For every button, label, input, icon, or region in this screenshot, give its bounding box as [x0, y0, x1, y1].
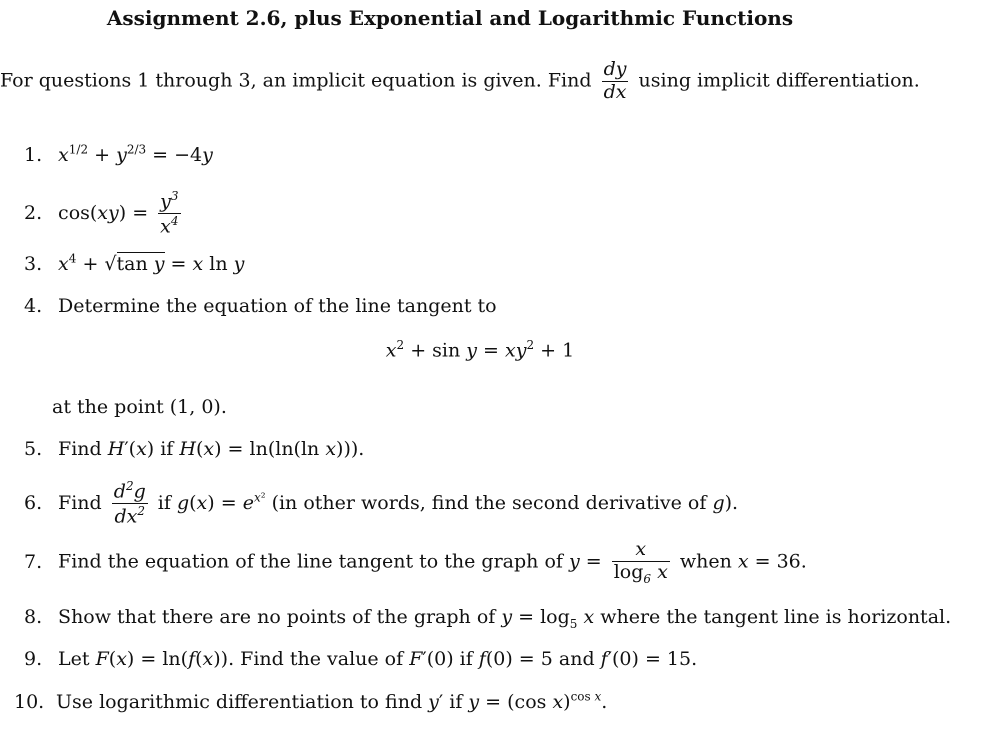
- question-4: [24, 295, 497, 317]
- question-5-text: Find H′(x) if H(x) = ln(ln(ln x))).: [58, 438, 365, 460]
- question-number: 6.: [24, 491, 43, 514]
- question-8-text: Show that there are no points of the graph of $y = \log_5 x$ where the tangent line is horizontal.: [58, 606, 952, 631]
- question-2-fraction: [158, 190, 180, 238]
- frac-denominator: $\log_6 x$: [613, 560, 668, 586]
- question-9: [24, 648, 697, 670]
- question-number: 10.: [14, 691, 45, 714]
- question-number: 2.: [24, 201, 43, 224]
- page-title: Assignment 2.6, plus Exponential and Logarithmic Functions: [106, 6, 794, 30]
- frac-denominator: dx: [603, 80, 627, 103]
- question-1-equation: $x^{1/2} + y^{2/3} = -4y$: [58, 143, 213, 167]
- question-6-before: Find: [58, 491, 102, 514]
- question-10: [14, 690, 608, 714]
- question-7-fraction: [612, 540, 670, 585]
- question-number: 7.: [24, 550, 43, 573]
- question-6-fraction: [112, 480, 148, 528]
- question-number: 8.: [24, 606, 43, 628]
- question-number: 1.: [24, 144, 43, 167]
- question-2: [24, 190, 185, 238]
- question-5: [24, 438, 364, 460]
- question-number: 5.: [24, 438, 43, 460]
- question-6-after: if $g(x) = e^{x^2}$ (in other words, find the second derivative of g).: [157, 490, 739, 514]
- frac-denominator: $x^4$: [160, 214, 179, 238]
- question-4-text: Determine the equation of the line tangent to: [58, 295, 497, 317]
- question-number: 3.: [24, 253, 43, 276]
- frac-numerator: $d^2g$: [113, 479, 146, 503]
- question-4-equation: $x^2 + \sin y = xy^2 + 1$: [385, 338, 575, 362]
- frac-denominator: $dx^2$: [114, 504, 146, 528]
- question-9-text: Let F(x) = ln(f(x)). Find the value of F′(0) if f(0) = 5 and f′(0) = 15.: [58, 648, 698, 670]
- question-3: [24, 252, 244, 275]
- intro-before: For questions 1 through 3, an implicit equation is given. Find: [0, 69, 592, 92]
- question-10-text: Use logarithmic differentiation to find y′ if y = (cos x)$^{cos x}$.: [56, 690, 608, 714]
- frac-numerator: $y^3$: [160, 189, 179, 213]
- question-7-before: Find the equation of the line tangent to the graph of y =: [58, 550, 602, 573]
- intro-after: using implicit differentiation.: [638, 69, 920, 92]
- question-3-equation: $x^4 + √\tan$ y = x ln y: [58, 252, 245, 276]
- question-number: 4.: [24, 295, 43, 317]
- frac-numerator: x: [612, 540, 670, 562]
- dy-dx-fraction: [602, 60, 629, 103]
- frac-numerator: dy: [603, 58, 627, 80]
- question-4-tail: at the point (1, 0).: [52, 396, 227, 418]
- question-6: [24, 480, 738, 528]
- question-2-lhs: cos(xy) =: [58, 201, 149, 224]
- question-number: 9.: [24, 648, 43, 670]
- question-7: [24, 540, 807, 585]
- question-1: [24, 143, 213, 166]
- question-7-after: when x = 36.: [679, 550, 807, 573]
- intro-text: [0, 60, 993, 103]
- question-8: [24, 606, 951, 631]
